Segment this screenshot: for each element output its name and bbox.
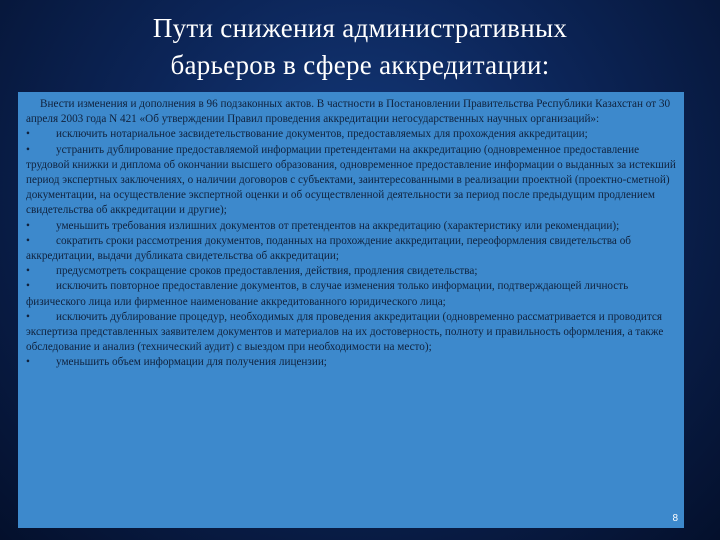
list-item-text: предусмотреть сокращение сроков предоставления, действия, продления свидетельства;: [56, 265, 478, 278]
bullet-icon: •: [26, 356, 30, 369]
list-item: [26, 355, 677, 370]
list-item-text: исключить дублирование процедур, необходимых для проведения аккредитации (одновременно рассматривается и проводится экспертиза представленных заявителем документов и материалов на их достоверность, полноту и правильность оформления, а также обследование и анализ (технический аудит) с выездом при необходимости на место);: [26, 310, 664, 354]
list-item-text: исключить повторное предоставление документов, в случае изменения только информации, подтверждающей личность физического лица или фирменное наименование аккредитованного юридического лица;: [26, 280, 629, 308]
slide-title-line-2: барьеров в сфере аккредитации:: [170, 50, 550, 80]
slide-title-line-1: Пути снижения административных: [152, 13, 568, 43]
bullet-icon: •: [26, 265, 30, 278]
list-item-text: исключить нотариальное засвидетельствование документов, предоставляемых для прохождения аккредитации;: [56, 128, 588, 141]
list-item-text: сократить сроки рассмотрения документов, поданных на прохождение аккредитации, переоформления свидетельства об аккредитации, выдачи дубликата свидетельства об аккредитации;: [26, 234, 631, 263]
bullet-icon: •: [26, 310, 30, 323]
slide-title: [0, 10, 720, 84]
bullet-icon: •: [26, 219, 30, 232]
list-item-text: уменьшить объем информации для получения лицензии;: [56, 356, 327, 369]
list-item: [26, 264, 677, 279]
bullet-icon: •: [26, 143, 30, 156]
bullet-icon: •: [26, 128, 30, 141]
list-item: [26, 143, 677, 219]
list-item: [26, 279, 677, 309]
page-number: 8: [672, 513, 678, 524]
list-item: [26, 219, 677, 234]
list-item-text: уменьшить требования излишних документов от претендентов на аккредитацию (характеристику или рекомендации);: [56, 219, 620, 232]
bullet-icon: •: [26, 280, 30, 293]
list-item-text: устранить дублирование предоставляемой информации претендентами на аккредитацию (одновременное предоставление трудовой книжки и диплома об окончании высшего образования, одновременное предоставление информации о выданных за истекший период экспертных заключениях, о наличии договоров с субъектами, заинтересованными в реализации проектной (проектно-сметной) документации, на осуществление экспертной оценки и об осуществленной деятельности за период после предыдущим продлением свидетельства об аккредитации и другие);: [26, 143, 676, 217]
list-item: [26, 310, 677, 356]
intro-paragraph: Внести изменения и дополнения в 96 подзаконных актов. В частности в Постановлении Правительства Республики Казахстан от 30 апреля 2003 года N 421 «Об утверждении Правил проведения аккредитации негосударственных научных организаций»:: [26, 98, 671, 126]
list-item: [26, 127, 677, 142]
content-box: [18, 92, 684, 528]
bullet-icon: •: [26, 234, 30, 247]
list-item: [26, 234, 677, 264]
